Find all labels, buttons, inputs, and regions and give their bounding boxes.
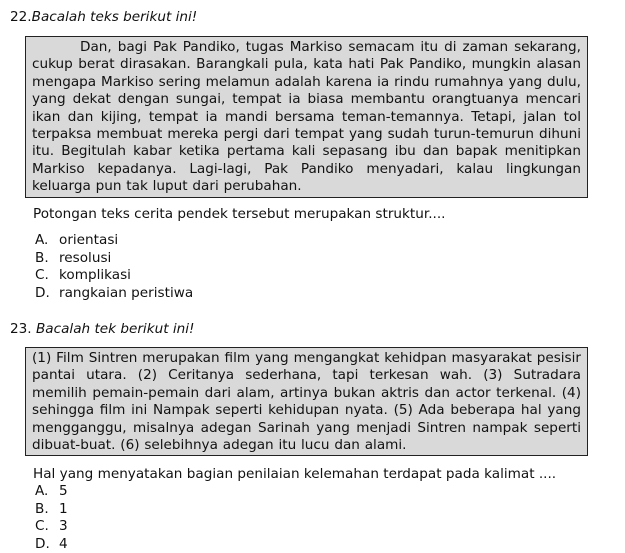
option-a[interactable] — [35, 483, 68, 501]
option-text: 5 — [59, 483, 68, 499]
option-label: C. — [35, 518, 49, 535]
question-23-prompt: Hal yang menyatakan bagian penilaian kelemahan terdapat pada kalimat .... — [33, 466, 557, 482]
question-23-passage-box — [25, 347, 588, 456]
question-22-title — [10, 9, 197, 26]
option-c[interactable] — [35, 267, 193, 285]
option-text: resolusi — [59, 249, 112, 266]
option-label: D. — [35, 284, 50, 301]
option-text: 4 — [59, 535, 68, 552]
question-22-passage-box — [25, 36, 588, 198]
question-23-options — [35, 483, 68, 553]
option-label: C. — [35, 267, 49, 284]
option-b[interactable] — [35, 250, 193, 268]
option-d[interactable] — [35, 536, 68, 553]
option-label: D. — [35, 535, 50, 552]
option-c[interactable] — [35, 518, 68, 536]
option-text: orientasi — [59, 232, 119, 248]
option-label: B. — [35, 500, 49, 517]
question-23-number: 23. — [10, 321, 32, 337]
question-23-title — [10, 321, 194, 338]
question-22-options — [35, 232, 193, 302]
option-label: B. — [35, 249, 49, 266]
question-22-prompt: Potongan teks cerita pendek tersebut merupakan struktur.... — [33, 206, 446, 222]
question-22-instruction: Bacalah teks berikut ini! — [31, 9, 198, 25]
option-d[interactable] — [35, 285, 193, 303]
option-b[interactable] — [35, 501, 68, 519]
option-a[interactable] — [35, 232, 193, 250]
option-text: 3 — [59, 518, 68, 535]
question-23-passage: (1) Film Sintren merupakan film yang mengangkat kehidpan masyarakat pesisir pantai utara. (2) Ceritanya sederhana, tapi terkesan wah. (3) Sutradara memilih pemain-pemain dari alam, artinya bukan aktris dan actor terkenal. (4) sehingga film ini Nampak seperti kehidupan nyata. (5) Ada beberapa hal yang mengganggu, misalnya adegan Sarinah yang menjadi Sintren nampak seperti dibuat-buat. (6) selebihnya adegan itu lucu dan alami. — [32, 350, 581, 454]
option-text: komplikasi — [59, 267, 131, 284]
option-text: rangkaian peristiwa — [59, 284, 194, 301]
question-23-instruction: Bacalah tek berikut ini! — [35, 321, 195, 337]
question-22-number: 22. — [10, 9, 32, 25]
question-22-passage: Dan, bagi Pak Pandiko, tugas Markiso semacam itu di zaman sekarang, cukup berat dirasakan. Barangkali pula, kata hati Pak Pandiko, mungkin alasan mengapa Markiso sering melamun adalah karena ia rindu rumahnya yang dulu, yang dekat dengan sungai, tempat ia biasa membantu orangtuanya mencari ikan dan kijing, tempat ia mandi bersama teman-temannya. Tetapi, jalan tol terpaksa membuat mereka pergi dari tempat yang sudah turun-temurun dihuni itu. Begitulah kabar ketika pertama kali sepasang ibu dan bapak menitipkan Markiso kepadanya. Lagi-lagi, Pak Pandiko menyadari, kalau lingkungan keluarga pun tak luput dari perubahan. — [32, 39, 581, 195]
option-label: A. — [35, 483, 49, 499]
option-text: 1 — [59, 500, 68, 517]
option-label: A. — [35, 232, 49, 248]
